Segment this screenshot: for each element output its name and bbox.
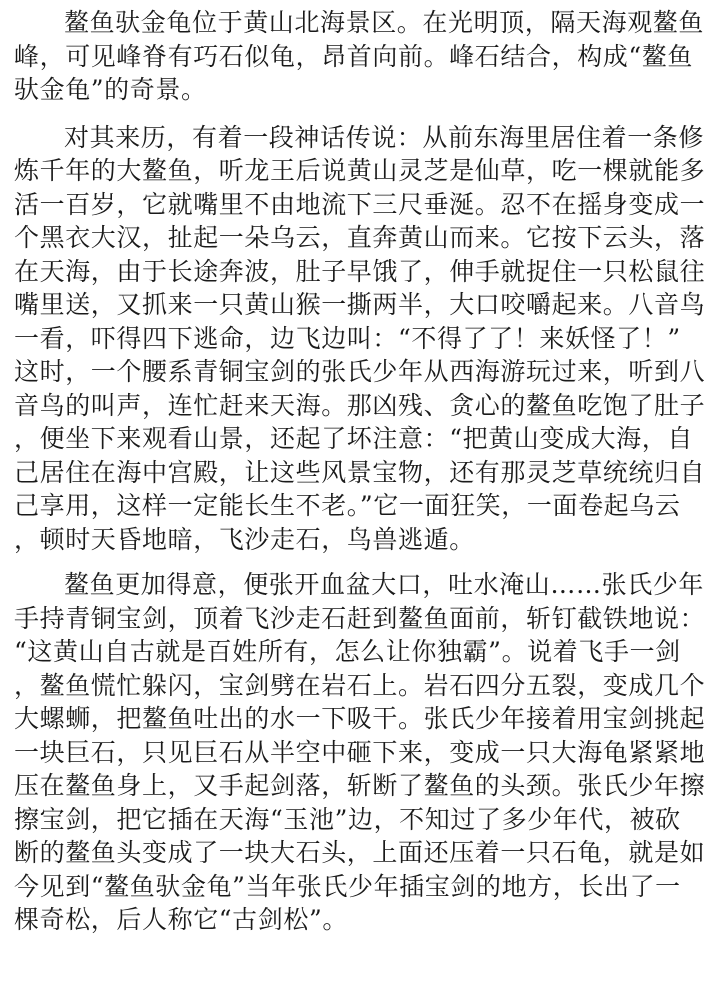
paragraph-gap xyxy=(14,107,626,121)
text-line: 己享用，这样一定能长生不老。”它一面狂笑，一面卷起乌云 xyxy=(14,491,681,520)
text-line: 对其来历，有着一段神话传说：从前东海里居住着一条修 xyxy=(64,122,705,152)
text-line: 一看，吓得四下逃命，边飞边叫：“不得了了！来妖怪了！” xyxy=(14,323,681,353)
text-line: 在天海，由于长途奔波，肚子早饿了，伸手就捉住一只松鼠往 xyxy=(14,256,705,286)
paragraph-3 xyxy=(14,568,705,937)
text-line: ，便坐下来观看山景，还起了坏注意：“把黄山变成大海，自 xyxy=(14,424,693,453)
text-line: 今见到“鳌鱼驮金龟”当年张氏少年插宝剑的地方，长出了一 xyxy=(14,871,681,901)
text-line: 棵奇松，后人称它“古剑松”。 xyxy=(14,905,348,934)
text-line: 嘴里送，又抓来一只黄山猴一撕两半，大口咬嚼起来。八音鸟 xyxy=(14,290,705,319)
text-line: 个黑衣大汉，扯起一朵乌云，直奔黄山而来。它按下云头，落 xyxy=(14,223,705,252)
text-line: 己居住在海中宫殿，让这些风景宝物，还有那灵芝草统统归自 xyxy=(14,457,705,487)
text-line: 鳌鱼驮金龟位于黄山北海景区。在光明顶，隔天海观鳌鱼 xyxy=(64,8,705,37)
text-line: 压在鳌鱼身上，又手起剑落，斩断了鳌鱼的头颈。张氏少年擦 xyxy=(14,771,705,800)
text-line: 活一百岁，它就嘴里不由地流下三尺垂涎。忍不在摇身变成一 xyxy=(14,189,705,219)
paragraph-1 xyxy=(14,6,705,107)
paragraph-2 xyxy=(14,121,705,557)
text-line: ，顿时天昏地暗，飞沙走石，鸟兽逃遁。 xyxy=(14,524,475,554)
text-line: 峰，可见峰脊有巧石似龟，昂首向前。峰石结合，构成“鳌鱼 xyxy=(14,41,693,71)
text-line: 手持青铜宝剑，顶着飞沙走石赶到鳌鱼面前，斩钉截铁地说： xyxy=(14,603,705,633)
text-line: 大螺蛳，把鳌鱼吐出的水一下吸干。张氏少年接着用宝剑挑起 xyxy=(14,704,705,733)
text-line: 音鸟的叫声，连忙赶来天海。那凶残、贪心的鳌鱼吃饱了肚子 xyxy=(14,390,705,420)
text-line: 炼千年的大鳌鱼，听龙王后说黄山灵芝是仙草，吃一棵就能多 xyxy=(14,156,705,185)
text-line: 驮金龟”的奇景。 xyxy=(14,75,207,104)
text-line: 一块巨石，只见巨石从半空中砸下来，变成一只大海龟紧紧地 xyxy=(14,737,705,767)
text-line: 鳌鱼更加得意，便张开血盆大口，吐水淹山……张氏少年 xyxy=(64,570,705,599)
text-line: “这黄山自古就是百姓所有，怎么让你独霸”。说着飞手一剑 xyxy=(14,637,681,666)
text-line: ，鳌鱼慌忙躲闪，宝剑劈在岩石上。岩石四分五裂，变成几个 xyxy=(14,670,705,700)
text-line: 断的鳌鱼头变成了一块大石头，上面还压着一只石龟，就是如 xyxy=(14,838,705,867)
text-line: 这时，一个腰系青铜宝剑的张氏少年从西海游玩过来，听到八 xyxy=(14,357,705,386)
paragraph-gap xyxy=(14,556,626,568)
text-line: 擦宝剑，把它插在天海“玉池”边，不知过了多少年代，被砍 xyxy=(14,804,681,834)
